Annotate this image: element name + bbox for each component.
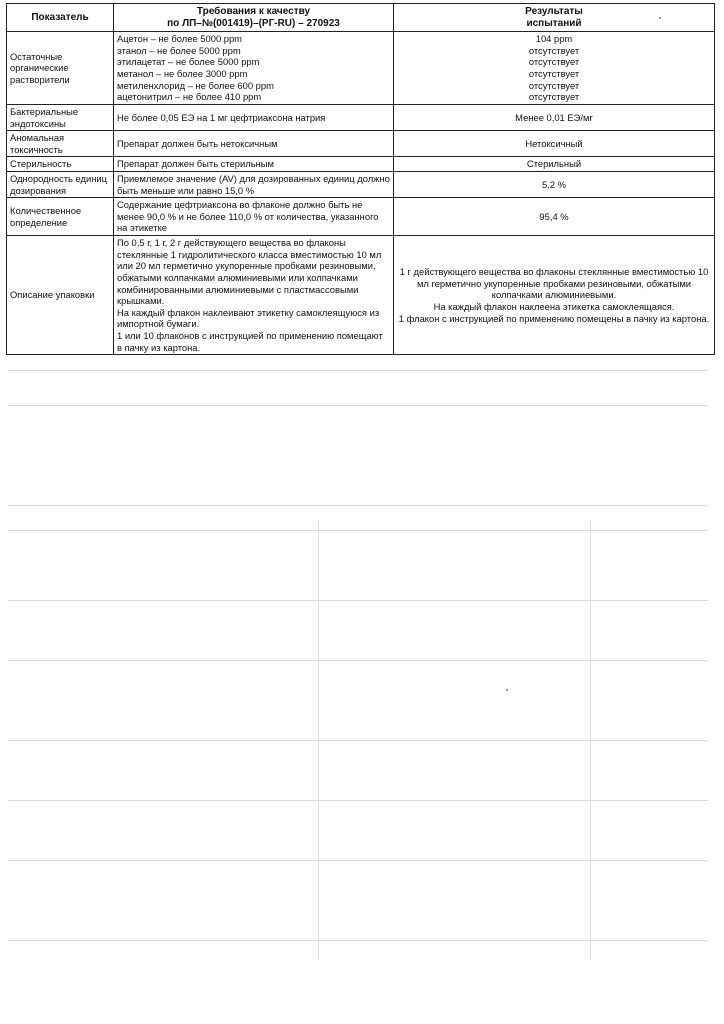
table-header-row xyxy=(7,4,715,32)
packaging-result-text: 1 флакон с инструкцией по применению помещены в пачку из картона. xyxy=(398,312,710,324)
solvent-result: 104 ppm xyxy=(535,33,573,45)
bleed-line xyxy=(8,530,708,531)
solvent-limit: этанол – не более 5000 ppm xyxy=(117,44,241,56)
quality-control-table xyxy=(6,3,715,355)
row-result: Менее 0,01 ЕЭ/мг xyxy=(394,105,715,131)
row-parameter: Стерильность xyxy=(7,157,114,172)
bleed-line xyxy=(8,940,708,941)
solvent-limit: Ацетон – не более 5000 ppm xyxy=(117,33,242,45)
row-requirement xyxy=(114,32,394,105)
header-parameter: Показатель xyxy=(7,4,114,32)
row-requirement: Не более 0,05 ЕЭ на 1 мг цефтриаксона натрия xyxy=(114,105,394,131)
bleed-line xyxy=(8,405,708,406)
bleed-line xyxy=(8,740,708,741)
solvent-result: отсутствует xyxy=(528,68,580,79)
solvent-result: отсутствует xyxy=(528,56,580,68)
header-requirements-line1: Требования к качеству xyxy=(196,5,311,17)
packaging-requirement-text: 1 или 10 флаконов с инструкцией по применению помещают в пачку из картона. xyxy=(117,329,383,353)
solvent-result: отсутствует xyxy=(528,79,580,91)
packaging-result-text: 1 г действующего вещества во флаконы стеклянные вместимостью 10 мл герметично укупоренные пробками резиновыми, обжатыми колпачками алюминиевыми. xyxy=(399,266,709,301)
row-parameter: Аномальная токсичность xyxy=(7,131,114,157)
header-results-line2: испытаний xyxy=(526,17,582,29)
row-requirement: Приемлемое значение (AV) для дозированных единиц должно быть меньше или равно 15,0 % xyxy=(114,171,394,197)
row-result: 95,4 % xyxy=(394,198,715,236)
packaging-requirement-text: По 0,5 г, 1 г, 2 г действующего вещества во флаконы стеклянные 1 гидролитического класса вместимостью 10 мл или 20 мл герметично укупоренные пробками резиновыми, обжатыми колпачками алюминиевыми или колпачками комбинированными алюминиевыми с пластмассовыми крышками. xyxy=(117,237,382,307)
packaging-requirement-text: На каждый флакон наклеивают этикетку самоклеящуюся из импортной бумаги. xyxy=(117,306,380,330)
solvent-limit: метиленхлорид – не более 600 ppm xyxy=(117,79,274,91)
header-requirements-line2: по ЛП–№(001419)–(РГ-RU) – 270923 xyxy=(167,17,340,29)
row-parameter: Описание упаковки xyxy=(7,236,114,355)
table-row xyxy=(7,105,715,131)
row-requirement xyxy=(114,236,394,355)
table-row xyxy=(7,171,715,197)
scan-speck xyxy=(506,689,508,691)
row-parameter: Бактериальные эндотоксины xyxy=(7,105,114,131)
row-parameter: Остаточные органические растворители xyxy=(7,32,114,105)
bleed-line xyxy=(318,520,319,960)
solvent-limit: ацетонитрил – не более 410 ppm xyxy=(117,91,262,103)
row-requirement: Содержание цефтриаксона во флаконе должно быть не менее 90,0 % и не более 110,0 % от количества, указанного на этикетке xyxy=(114,198,394,236)
bleed-line xyxy=(8,860,708,861)
bleed-line xyxy=(8,800,708,801)
bleed-line xyxy=(8,660,708,661)
table-row xyxy=(7,236,715,355)
solvent-limit: метанол – не более 3000 ppm xyxy=(117,68,248,79)
header-results-line1: Результаты xyxy=(525,5,583,17)
table-row xyxy=(7,157,715,172)
row-parameter: Количественное определение xyxy=(7,198,114,236)
row-result: 5,2 % xyxy=(394,171,715,197)
row-parameter: Однородность единиц дозирования xyxy=(7,171,114,197)
solvent-result: отсутствует xyxy=(528,44,580,56)
row-requirement: Препарат должен быть нетоксичным xyxy=(114,131,394,157)
bleed-line xyxy=(590,520,591,960)
table-row xyxy=(7,198,715,236)
solvent-result: отсутствует xyxy=(528,91,580,103)
row-result xyxy=(394,32,715,105)
row-result: Стерильный xyxy=(394,157,715,172)
bleed-line xyxy=(8,370,708,371)
row-result: Нетоксичный xyxy=(394,131,715,157)
packaging-result-text: На каждый флакон наклеена этикетка самоклеящаяся. xyxy=(433,300,675,312)
row-result xyxy=(394,236,715,355)
row-requirement: Препарат должен быть стерильным xyxy=(114,157,394,172)
table-row xyxy=(7,32,715,105)
bleed-line xyxy=(8,505,708,506)
header-results xyxy=(394,4,715,32)
bleed-line xyxy=(8,600,708,601)
header-requirements xyxy=(114,4,394,32)
solvent-limit: этилацетат – не более 5000 ppm xyxy=(117,56,260,68)
table-row xyxy=(7,131,715,157)
